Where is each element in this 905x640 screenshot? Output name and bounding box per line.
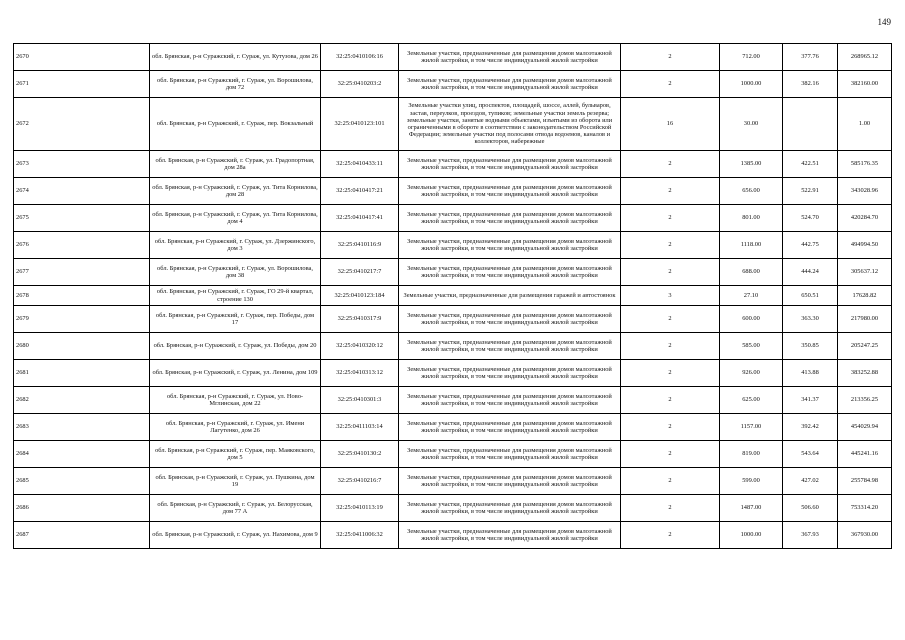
area-cell: 1000.00 <box>720 71 783 98</box>
cadastral-number-cell: 32:25:0410130:2 <box>321 441 399 468</box>
use-group-cell: 2 <box>621 441 720 468</box>
address-cell: обл. Брянская, р-н Суражский, г. Сураж, ул. Тита Корнилова, дом 28 <box>150 178 321 205</box>
cadastral-number-cell: 32:25:0411103:14 <box>321 414 399 441</box>
row-number: 2674 <box>14 178 150 205</box>
cadastral-value-cell: 585176.35 <box>838 151 892 178</box>
land-use-cell: Земельные участки, предназначенные для размещения домов малоэтажной жилой застройки, в том числе индивидуальной жилой застройки <box>399 44 621 71</box>
address-cell: обл. Брянская, р-н Суражский, г. Сураж, пер. Победы, дом 17 <box>150 306 321 333</box>
land-use-cell: Земельные участки, предназначенные для размещения гаражей и автостоянок <box>399 286 621 306</box>
table-row <box>14 71 892 98</box>
area-cell: 926.00 <box>720 360 783 387</box>
cadastral-number-cell: 32:25:0410417:41 <box>321 205 399 232</box>
cadastral-value-cell: 305637.12 <box>838 259 892 286</box>
address-cell: обл. Брянская, р-н Суражский, г. Сураж, пер. Вокзальный <box>150 98 321 151</box>
area-cell: 801.00 <box>720 205 783 232</box>
use-group-cell: 3 <box>621 286 720 306</box>
area-cell: 819.00 <box>720 441 783 468</box>
address-cell: обл. Брянская, р-н Суражский, г. Сураж, ул. Ленина, дом 109 <box>150 360 321 387</box>
row-number: 2678 <box>14 286 150 306</box>
row-number: 2673 <box>14 151 150 178</box>
table-row <box>14 98 892 151</box>
table-row <box>14 441 892 468</box>
address-cell: обл. Брянская, р-н Суражский, г. Сураж, ул. Имени Лагутенко, дом 26 <box>150 414 321 441</box>
cadastral-value-cell: 17628.82 <box>838 286 892 306</box>
land-use-cell: Земельные участки, предназначенные для размещения домов малоэтажной жилой застройки, в том числе индивидуальной жилой застройки <box>399 178 621 205</box>
row-number: 2672 <box>14 98 150 151</box>
area-cell: 1487.00 <box>720 495 783 522</box>
specific-value-cell: 377.76 <box>783 44 838 71</box>
table-row <box>14 414 892 441</box>
row-number: 2687 <box>14 522 150 549</box>
cadastral-value-cell: 1.00 <box>838 98 892 151</box>
land-use-cell: Земельные участки, предназначенные для размещения домов малоэтажной жилой застройки, в том числе индивидуальной жилой застройки <box>399 333 621 360</box>
row-number: 2682 <box>14 387 150 414</box>
address-cell: обл. Брянская, р-н Суражский, г. Сураж, ГО 29-й квартал, строение 130 <box>150 286 321 306</box>
use-group-cell: 2 <box>621 306 720 333</box>
address-cell: обл. Брянская, р-н Суражский, г. Сураж, пер. Маяковского, дом 5 <box>150 441 321 468</box>
use-group-cell: 2 <box>621 205 720 232</box>
area-cell: 712.00 <box>720 44 783 71</box>
cadastral-value-cell: 205247.25 <box>838 333 892 360</box>
cadastral-number-cell: 32:25:0410417:21 <box>321 178 399 205</box>
address-cell: обл. Брянская, р-н Суражский, г. Сураж, ул. Ворошилова, дом 38 <box>150 259 321 286</box>
cadastral-number-cell: 32:25:0410123:184 <box>321 286 399 306</box>
address-cell: обл. Брянская, р-н Суражский, г. Сураж, ул. Тита Корнилова, дом 4 <box>150 205 321 232</box>
cadastral-number-cell: 32:25:0410313:12 <box>321 360 399 387</box>
table-row <box>14 205 892 232</box>
cadastral-value-cell: 420284.70 <box>838 205 892 232</box>
specific-value-cell: 367.93 <box>783 522 838 549</box>
use-group-cell: 2 <box>621 44 720 71</box>
area-cell: 1000.00 <box>720 522 783 549</box>
table-row <box>14 306 892 333</box>
table-row <box>14 522 892 549</box>
use-group-cell: 2 <box>621 232 720 259</box>
cadastral-number-cell: 32:25:0410217:7 <box>321 259 399 286</box>
table-row <box>14 333 892 360</box>
cadastral-value-cell: 454029.94 <box>838 414 892 441</box>
row-number: 2677 <box>14 259 150 286</box>
land-use-cell: Земельные участки, предназначенные для размещения домов малоэтажной жилой застройки, в том числе индивидуальной жилой застройки <box>399 232 621 259</box>
land-use-cell: Земельные участки, предназначенные для размещения домов малоэтажной жилой застройки, в том числе индивидуальной жилой застройки <box>399 495 621 522</box>
cadastral-number-cell: 32:25:0410116:9 <box>321 232 399 259</box>
use-group-cell: 2 <box>621 360 720 387</box>
cadastral-number-cell: 32:25:0411006:32 <box>321 522 399 549</box>
land-use-cell: Земельные участки, предназначенные для размещения домов малоэтажной жилой застройки, в том числе индивидуальной жилой застройки <box>399 522 621 549</box>
table-row <box>14 232 892 259</box>
table-row <box>14 286 892 306</box>
specific-value-cell: 522.91 <box>783 178 838 205</box>
use-group-cell: 2 <box>621 259 720 286</box>
table-row <box>14 151 892 178</box>
table-row <box>14 178 892 205</box>
address-cell: обл. Брянская, р-н Суражский, г. Сураж, ул. Нахимова, дом 9 <box>150 522 321 549</box>
use-group-cell: 2 <box>621 468 720 495</box>
cadastral-value-cell: 382160.00 <box>838 71 892 98</box>
cadastral-value-cell: 383252.88 <box>838 360 892 387</box>
address-cell: обл. Брянская, р-н Суражский, г. Сураж, ул. Ново-Мглинская, дом 22 <box>150 387 321 414</box>
land-use-cell: Земельные участки, предназначенные для размещения домов малоэтажной жилой застройки, в том числе индивидуальной жилой застройки <box>399 387 621 414</box>
address-cell: обл. Брянская, р-н Суражский, г. Сураж, ул. Ворошилова, дом 72 <box>150 71 321 98</box>
table-row <box>14 360 892 387</box>
address-cell: обл. Брянская, р-н Суражский, г. Сураж, ул. Пушкина, дом 19 <box>150 468 321 495</box>
table-row <box>14 387 892 414</box>
row-number: 2681 <box>14 360 150 387</box>
use-group-cell: 2 <box>621 333 720 360</box>
table-body <box>14 44 892 549</box>
use-group-cell: 16 <box>621 98 720 151</box>
address-cell: обл. Брянская, р-н Суражский, г. Сураж, ул. Кутузова, дом 26 <box>150 44 321 71</box>
specific-value-cell: 650.51 <box>783 286 838 306</box>
row-number: 2676 <box>14 232 150 259</box>
area-cell: 1118.00 <box>720 232 783 259</box>
cadastral-value-cell: 753314.20 <box>838 495 892 522</box>
cadastral-value-cell: 268965.12 <box>838 44 892 71</box>
row-number: 2679 <box>14 306 150 333</box>
area-cell: 625.00 <box>720 387 783 414</box>
address-cell: обл. Брянская, р-н Суражский, г. Сураж, ул. Белорусская, дом 77 А <box>150 495 321 522</box>
area-cell: 1157.00 <box>720 414 783 441</box>
address-cell: обл. Брянская, р-н Суражский, г. Сураж, ул. Дзержинского, дом 3 <box>150 232 321 259</box>
cadastral-number-cell: 32:25:0410301:3 <box>321 387 399 414</box>
specific-value-cell: 382.16 <box>783 71 838 98</box>
page-number: 149 <box>877 17 891 27</box>
address-cell: обл. Брянская, р-н Суражский, г. Сураж, ул. Градопортная, дом 28а <box>150 151 321 178</box>
use-group-cell: 2 <box>621 151 720 178</box>
cadastral-number-cell: 32:25:0410123:101 <box>321 98 399 151</box>
cadastral-value-cell: 343028.96 <box>838 178 892 205</box>
specific-value-cell: 422.51 <box>783 151 838 178</box>
area-cell: 599.00 <box>720 468 783 495</box>
cadastral-value-cell: 255784.98 <box>838 468 892 495</box>
cadastral-number-cell: 32:25:0410106:16 <box>321 44 399 71</box>
cadastral-number-cell: 32:25:0410433:11 <box>321 151 399 178</box>
area-cell: 1385.00 <box>720 151 783 178</box>
land-use-cell: Земельные участки, предназначенные для размещения домов малоэтажной жилой застройки, в том числе индивидуальной жилой застройки <box>399 468 621 495</box>
row-number: 2684 <box>14 441 150 468</box>
specific-value-cell: 442.75 <box>783 232 838 259</box>
cadastral-number-cell: 32:25:0410320:12 <box>321 333 399 360</box>
table-row <box>14 259 892 286</box>
cadastral-value-cell: 367930.00 <box>838 522 892 549</box>
specific-value-cell: 413.88 <box>783 360 838 387</box>
row-number: 2680 <box>14 333 150 360</box>
row-number: 2670 <box>14 44 150 71</box>
cadastral-number-cell: 32:25:0410203:2 <box>321 71 399 98</box>
row-number: 2686 <box>14 495 150 522</box>
cadastral-value-cell: 217980.00 <box>838 306 892 333</box>
row-number: 2685 <box>14 468 150 495</box>
cadastral-value-cell: 445241.16 <box>838 441 892 468</box>
land-use-cell: Земельные участки, предназначенные для размещения домов малоэтажной жилой застройки, в том числе индивидуальной жилой застройки <box>399 151 621 178</box>
cadastral-number-cell: 32:25:0410216:7 <box>321 468 399 495</box>
use-group-cell: 2 <box>621 495 720 522</box>
cadastral-value-table <box>13 43 892 549</box>
cadastral-value-cell: 213356.25 <box>838 387 892 414</box>
specific-value-cell: 427.02 <box>783 468 838 495</box>
use-group-cell: 2 <box>621 71 720 98</box>
specific-value-cell: 341.37 <box>783 387 838 414</box>
land-use-cell: Земельные участки, предназначенные для размещения домов малоэтажной жилой застройки, в том числе индивидуальной жилой застройки <box>399 360 621 387</box>
use-group-cell: 2 <box>621 387 720 414</box>
address-cell: обл. Брянская, р-н Суражский, г. Сураж, ул. Победы, дом 20 <box>150 333 321 360</box>
land-use-cell: Земельные участки, предназначенные для размещения домов малоэтажной жилой застройки, в том числе индивидуальной жилой застройки <box>399 205 621 232</box>
land-use-cell: Земельные участки, предназначенные для размещения домов малоэтажной жилой застройки, в том числе индивидуальной жилой застройки <box>399 414 621 441</box>
land-use-cell: Земельные участки улиц, проспектов, площадей, шоссе, аллей, бульваров, застав, переулков, проездов, тупиков; земельные участки земель резерва; земельные участки, занятые водными объектами, изъятыми из оборота или ограниченными в обороте в соответствии с законодательством Российской Федерации; земельные участки под полосами отвода водоемов, каналов и коллекторов, набережные <box>399 98 621 151</box>
specific-value-cell: 524.70 <box>783 205 838 232</box>
area-cell: 30.00 <box>720 98 783 151</box>
specific-value-cell: 506.60 <box>783 495 838 522</box>
area-cell: 688.00 <box>720 259 783 286</box>
specific-value-cell: 392.42 <box>783 414 838 441</box>
use-group-cell: 2 <box>621 178 720 205</box>
use-group-cell: 2 <box>621 522 720 549</box>
cadastral-value-cell: 494994.50 <box>838 232 892 259</box>
specific-value-cell: 444.24 <box>783 259 838 286</box>
cadastral-number-cell: 32:25:0410317:9 <box>321 306 399 333</box>
land-use-cell: Земельные участки, предназначенные для размещения домов малоэтажной жилой застройки, в том числе индивидуальной жилой застройки <box>399 306 621 333</box>
specific-value-cell: 350.85 <box>783 333 838 360</box>
row-number: 2683 <box>14 414 150 441</box>
table-row <box>14 495 892 522</box>
area-cell: 27.10 <box>720 286 783 306</box>
cadastral-number-cell: 32:25:0410113:19 <box>321 495 399 522</box>
specific-value-cell: 363.30 <box>783 306 838 333</box>
land-use-cell: Земельные участки, предназначенные для размещения домов малоэтажной жилой застройки, в том числе индивидуальной жилой застройки <box>399 441 621 468</box>
specific-value-cell <box>783 98 838 151</box>
row-number: 2671 <box>14 71 150 98</box>
row-number: 2675 <box>14 205 150 232</box>
area-cell: 585.00 <box>720 333 783 360</box>
land-use-cell: Земельные участки, предназначенные для размещения домов малоэтажной жилой застройки, в том числе индивидуальной жилой застройки <box>399 259 621 286</box>
use-group-cell: 2 <box>621 414 720 441</box>
table-row <box>14 44 892 71</box>
land-use-cell: Земельные участки, предназначенные для размещения домов малоэтажной жилой застройки, в том числе индивидуальной жилой застройки <box>399 71 621 98</box>
specific-value-cell: 543.64 <box>783 441 838 468</box>
area-cell: 600.00 <box>720 306 783 333</box>
area-cell: 656.00 <box>720 178 783 205</box>
table-row <box>14 468 892 495</box>
